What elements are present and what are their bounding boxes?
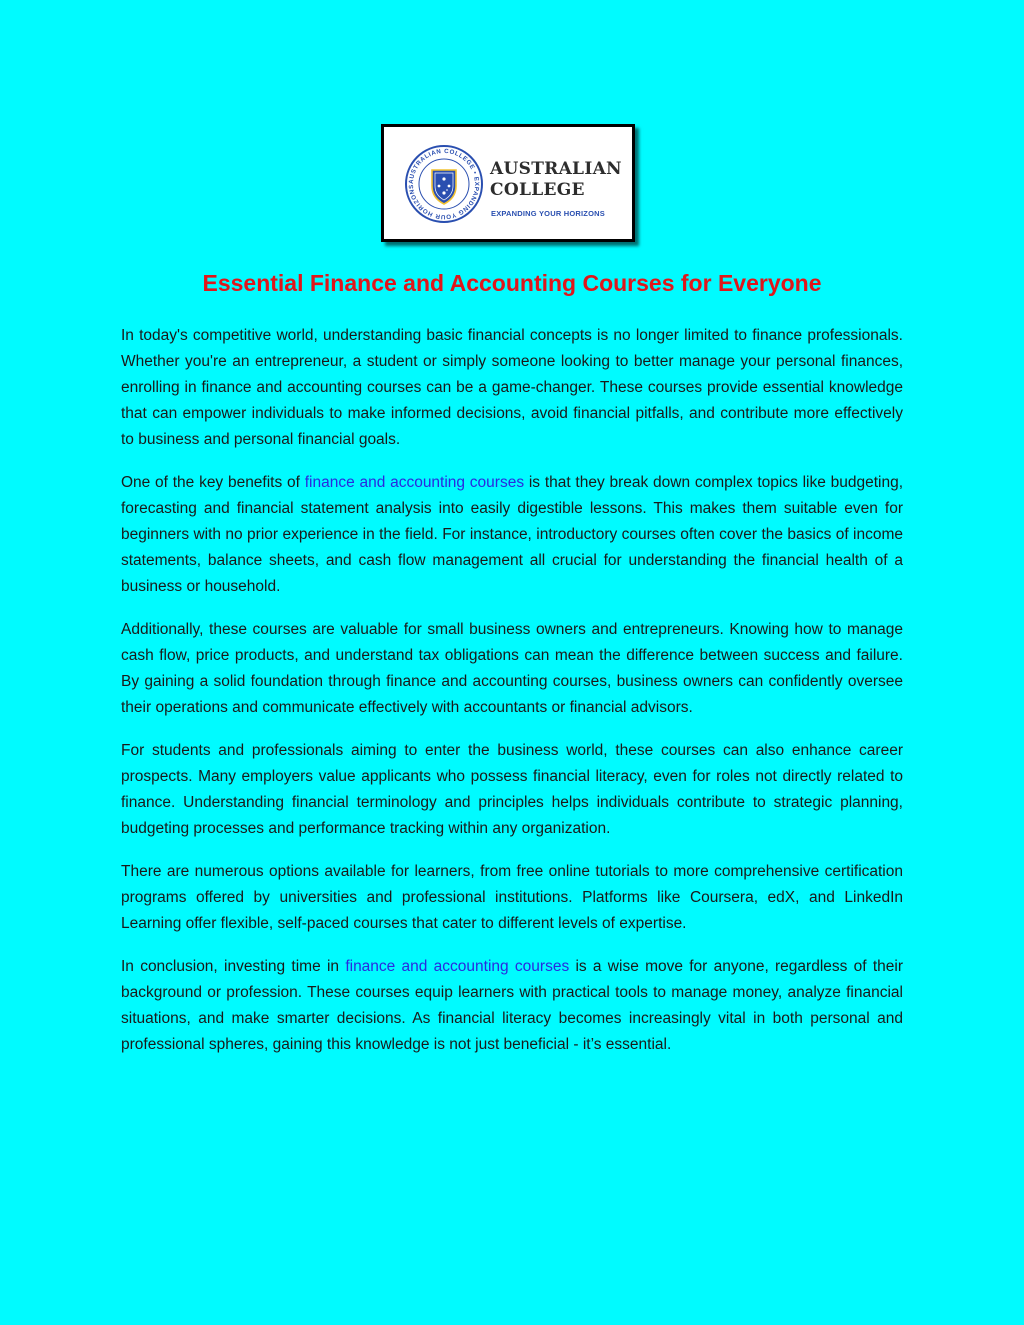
emblem-ring-text: AUSTRALIAN COLLEGE • EXPANDING YOUR HORIZONS [407, 147, 481, 221]
logo-frame [381, 124, 635, 242]
logo-wordmark [490, 159, 622, 201]
paragraph-business-owners: Additionally, these courses are valuable for small business owners and entrepreneurs. Knowing how to manage cash flow, price products, and understand tax obligations can mean the difference between success and failure. By gaining a solid foundation through finance and accounting courses, business owners can confidently oversee their operations and communicate effectively with accountants or financial advisors. [121, 621, 903, 716]
logo-title-line1: AUSTRALIAN [490, 159, 622, 179]
paragraph-benefits [121, 470, 903, 600]
article-body [121, 323, 903, 1075]
paragraph-benefits-lead: One of the key benefits of [121, 474, 305, 491]
logo-title-line2: COLLEGE [490, 180, 585, 200]
paragraph-options: There are numerous options available for learners, from free online tutorials to more comprehensive certification programs offered by universities and professional institutions. Platforms like Coursera, edX, and LinkedIn Learning offer flexible, self-paced courses that cater to different levels of expertise. [121, 863, 903, 932]
finance-courses-link[interactable]: finance and accounting courses [304, 474, 525, 491]
paragraph-conclusion [121, 954, 903, 1058]
paragraph-conclusion-rest: is a wise move for anyone, regardless of their background or profession. These courses equip learners with practical tools to manage money, analyze financial situations, and make smarter decisions. As financial literacy becomes increasingly vital in both personal and professional spheres, gaining this knowledge is not just beneficial - it’s essential. [121, 958, 903, 1053]
finance-courses-link-conclusion[interactable]: finance and accounting courses [345, 958, 570, 975]
paragraph-conclusion-lead: In conclusion, investing time in [121, 958, 346, 975]
paragraph-intro: In today's competitive world, understanding basic financial concepts is no longer limited to finance professionals. Whether you're an entrepreneur, a student or simply someone looking to better manage your personal finances, enrolling in finance and accounting courses can be a game-changer. These courses provide essential knowledge that can empower individuals to make informed decisions, avoid financial pitfalls, and contribute more effectively to business and personal financial goals. [121, 327, 903, 448]
logo-tagline: EXPANDING YOUR HORIZONS [491, 209, 605, 218]
document-title: Essential Finance and Accounting Courses for Everyone [202, 270, 822, 296]
paragraph-career: For students and professionals aiming to enter the business world, these courses can also enhance career prospects. Many employers value applicants who possess financial literacy, even for roles not directly related to finance. Understanding financial terminology and principles helps individuals contribute to strategic planning, budgeting processes and performance tracking within any organization. [121, 742, 903, 837]
college-emblem-icon [404, 144, 484, 224]
paragraph-benefits-rest: is that they break down complex topics like budgeting, forecasting and financial statement analysis into easily digestible lessons. This makes them suitable even for beginners with no prior experience in the field. For instance, introductory courses often cover the basics of income statements, balance sheets, and cash flow management all crucial for understanding the financial health of a business or household. [121, 474, 904, 595]
